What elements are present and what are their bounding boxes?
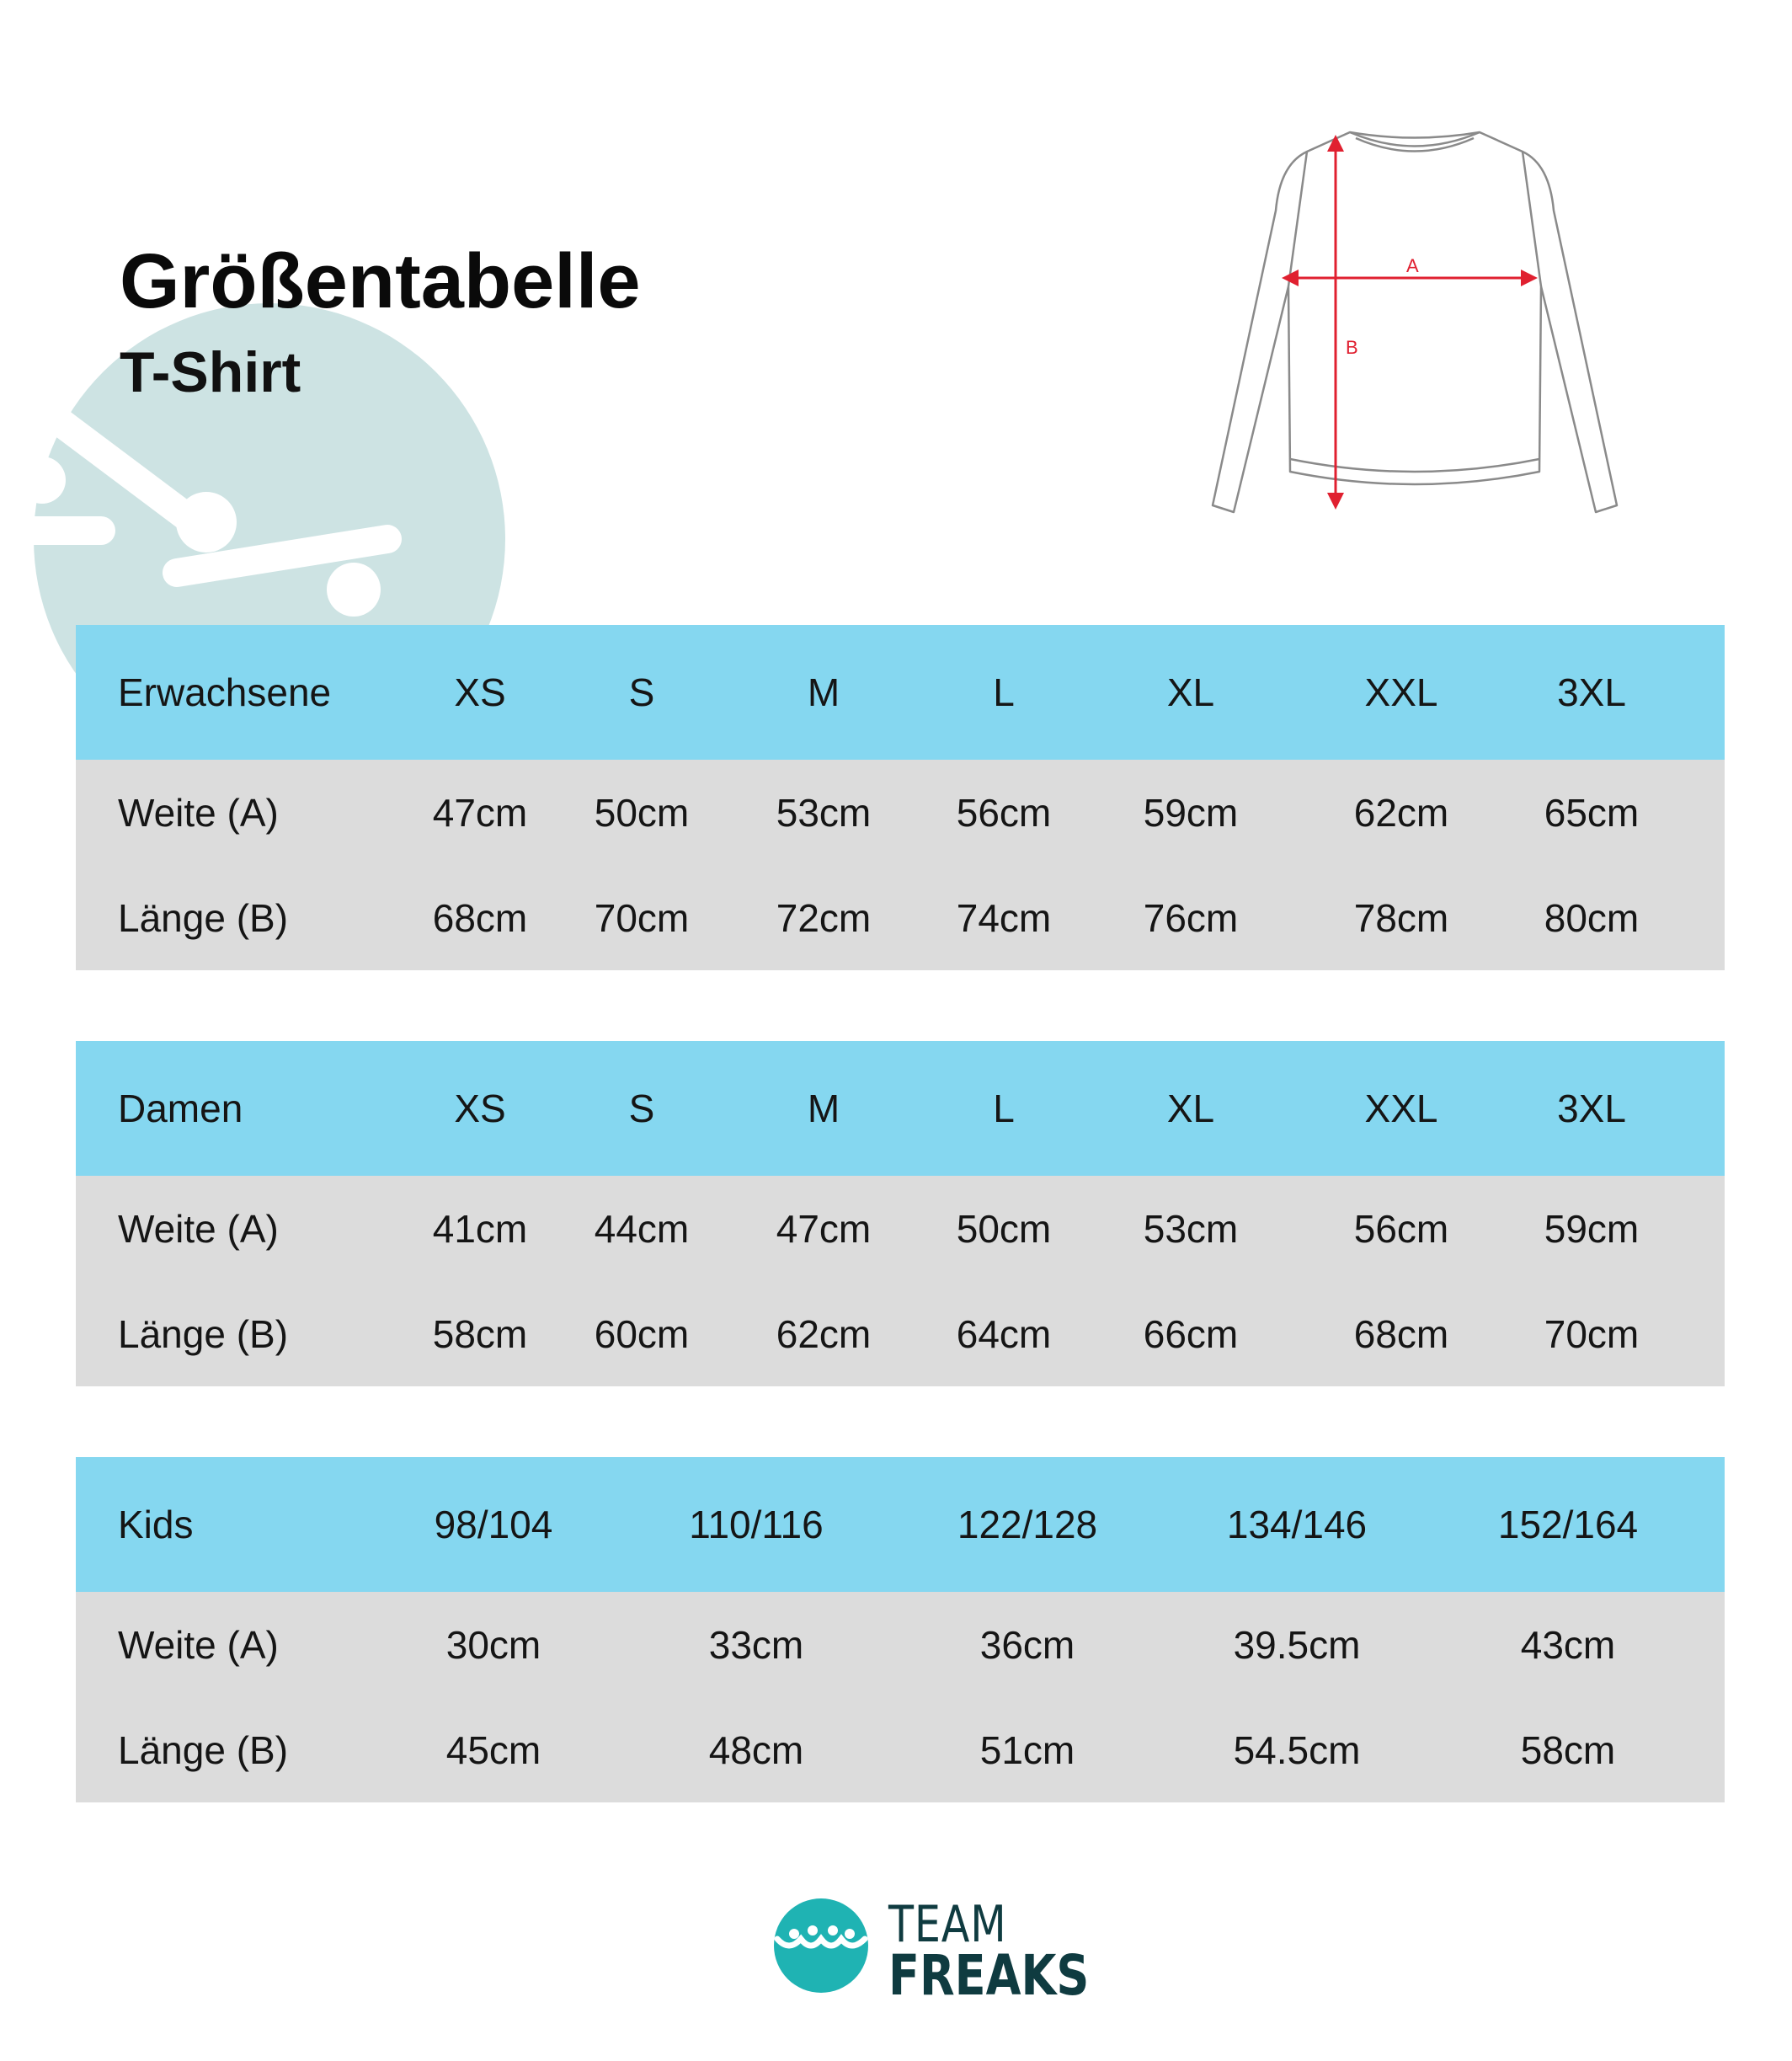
shirt-diagram xyxy=(1179,118,1651,531)
table-header-row xyxy=(76,1457,1725,1592)
value-cell: 66cm xyxy=(1143,1312,1239,1356)
value-cell: 80cm xyxy=(1544,896,1640,940)
size-header: 134/146 xyxy=(1226,1503,1368,1546)
value-cell: 50cm xyxy=(594,791,690,835)
value-cell: 33cm xyxy=(708,1623,804,1667)
measure-label-b: B xyxy=(1346,337,1358,358)
value-cell: 68cm xyxy=(432,896,528,940)
table-header-row xyxy=(76,1041,1725,1176)
size-header: XS xyxy=(454,670,506,714)
row-label-width: Weite (A) xyxy=(118,1207,279,1251)
row-label-length: Länge (B) xyxy=(118,1312,289,1356)
value-cell: 36cm xyxy=(979,1623,1075,1667)
value-cell: 43cm xyxy=(1520,1623,1616,1667)
value-cell: 48cm xyxy=(708,1728,804,1772)
size-header: XS xyxy=(454,1087,506,1130)
value-cell: 59cm xyxy=(1544,1207,1640,1251)
logo-line-freaks: FREAKS xyxy=(888,1943,1090,2008)
value-cell: 30cm xyxy=(445,1623,541,1667)
page-subtitle: T-Shirt xyxy=(120,340,301,404)
value-cell: 62cm xyxy=(1353,791,1449,835)
value-cell: 62cm xyxy=(776,1312,872,1356)
table-body xyxy=(76,1592,1725,1802)
value-cell: 54.5cm xyxy=(1233,1728,1361,1772)
value-cell: 72cm xyxy=(776,896,872,940)
value-cell: 58cm xyxy=(432,1312,528,1356)
value-cell: 41cm xyxy=(432,1207,528,1251)
value-cell: 56cm xyxy=(1353,1207,1449,1251)
shirt-outline xyxy=(1213,132,1617,512)
value-cell: 70cm xyxy=(1544,1312,1640,1356)
value-cell: 60cm xyxy=(594,1312,690,1356)
table-category-label: Kids xyxy=(118,1503,194,1546)
logo-line-team: TEAM xyxy=(888,1895,1007,1954)
table-header-row xyxy=(76,625,1725,760)
size-table-women xyxy=(76,1041,1725,1386)
table-body xyxy=(76,760,1725,970)
value-cell: 53cm xyxy=(1143,1207,1239,1251)
table-category-label: Erwachsene xyxy=(118,670,332,714)
page-title: Größentabelle xyxy=(120,238,641,324)
size-header: XXL xyxy=(1364,670,1438,714)
value-cell: 39.5cm xyxy=(1233,1623,1361,1667)
size-header: 122/128 xyxy=(957,1503,1098,1546)
size-table-kids xyxy=(76,1457,1725,1802)
logo-wordmark xyxy=(888,1895,1090,2008)
table-body xyxy=(76,1176,1725,1386)
size-header: 3XL xyxy=(1557,1087,1626,1130)
size-header: XXL xyxy=(1364,1087,1438,1130)
size-header: L xyxy=(993,670,1015,714)
value-cell: 64cm xyxy=(956,1312,1052,1356)
value-cell: 50cm xyxy=(956,1207,1052,1251)
size-header: XL xyxy=(1166,670,1215,714)
value-cell: 58cm xyxy=(1520,1728,1616,1772)
size-header: 110/116 xyxy=(689,1503,824,1546)
value-cell: 78cm xyxy=(1353,896,1449,940)
value-cell: 53cm xyxy=(776,791,872,835)
size-header: 152/164 xyxy=(1497,1503,1639,1546)
table-category-label: Damen xyxy=(118,1087,243,1130)
value-cell: 47cm xyxy=(776,1207,872,1251)
size-header: 3XL xyxy=(1557,670,1626,714)
value-cell: 59cm xyxy=(1143,791,1239,835)
size-table-adults xyxy=(76,625,1725,970)
value-cell: 45cm xyxy=(445,1728,541,1772)
value-cell: 70cm xyxy=(594,896,690,940)
row-label-length: Länge (B) xyxy=(118,1728,289,1772)
row-label-length: Länge (B) xyxy=(118,896,289,940)
value-cell: 65cm xyxy=(1544,791,1640,835)
size-header: L xyxy=(993,1087,1015,1130)
size-header: S xyxy=(628,670,655,714)
size-header: 98/104 xyxy=(434,1503,553,1546)
value-cell: 51cm xyxy=(979,1728,1075,1772)
value-cell: 47cm xyxy=(432,791,528,835)
measure-label-a: A xyxy=(1406,255,1419,276)
size-header: M xyxy=(807,1087,840,1130)
value-cell: 68cm xyxy=(1353,1312,1449,1356)
value-cell: 56cm xyxy=(956,791,1052,835)
size-header: S xyxy=(628,1087,655,1130)
row-label-width: Weite (A) xyxy=(118,791,279,835)
value-cell: 74cm xyxy=(956,896,1052,940)
row-label-width: Weite (A) xyxy=(118,1623,279,1667)
value-cell: 44cm xyxy=(594,1207,690,1251)
team-freaks-logo-icon xyxy=(771,1895,872,1996)
value-cell: 76cm xyxy=(1143,896,1239,940)
size-header: M xyxy=(807,670,840,714)
size-header: XL xyxy=(1166,1087,1215,1130)
